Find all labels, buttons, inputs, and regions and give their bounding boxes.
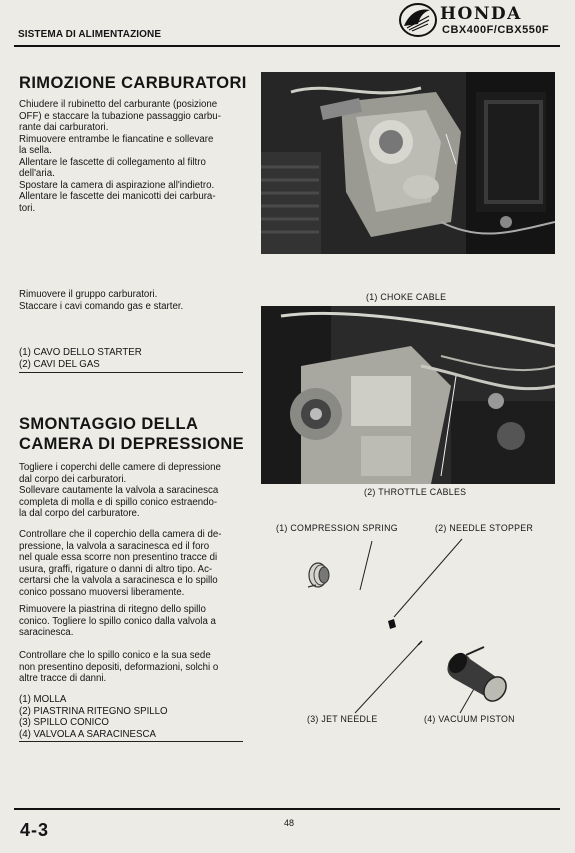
text-line: OFF) e staccare la tubazione passaggio carbu- [19, 110, 221, 122]
label-needle-stopper: (2) NEEDLE STOPPER [435, 523, 534, 533]
label-compression-spring: (1) COMPRESSION SPRING [276, 523, 398, 533]
page-number: 48 [284, 818, 295, 828]
smontaggio-para-1 [19, 462, 245, 520]
choke-cable-photo [261, 72, 555, 254]
smontaggio-para-4 [19, 650, 245, 685]
text-line: Togliere i coperchi delle camere di depressione [19, 462, 221, 473]
legend-line: (4) VALVOLA A SARACINESCA [19, 728, 156, 740]
text-line: Staccare i cavi comando gas e starter. [19, 300, 184, 312]
needle-stopper-icon [388, 619, 396, 629]
legend-line: (1) MOLLA [19, 694, 67, 705]
brand-name: HONDA [440, 4, 522, 24]
smontaggio-para-3 [19, 604, 245, 639]
rimozione-steps [19, 289, 245, 312]
text-line: non presentino depositi, deformazioni, solchi o [19, 661, 219, 673]
text-line: Allentare le fascette dei manicotti dei carbura- [19, 191, 216, 202]
model-names: CBX400F/CBX550F [442, 24, 550, 36]
rimozione-intro [19, 99, 245, 214]
photo-2-caption: (2) THROTTLE CABLES [364, 487, 467, 497]
text-line: Spostare la camera di aspirazione all'indietro. [19, 179, 215, 191]
photo-1-caption: (1) CHOKE CABLE [366, 292, 447, 302]
text-line: altre tracce di danni. [19, 673, 107, 684]
text-line: saracinesca. [19, 627, 74, 638]
text-line: nel quale essa scorre non presentino tracce di [19, 552, 218, 563]
text-line: dell'aria. [19, 168, 55, 179]
carburetor-parts-diagram [290, 535, 550, 715]
legend-line: (2) PIASTRINA RITEGNO SPILLO [19, 705, 168, 717]
section-title: SISTEMA DI ALIMENTAZIONE [18, 29, 162, 40]
text-line: Rimuovere entrambe le fiancatine e sollevare [19, 133, 214, 145]
text-line: Allentare le fascette di collegamento al filtro [19, 156, 206, 168]
text-line: Rimuovere la piastrina di ritegno dello spillo [19, 604, 206, 615]
jet-needle-icon [418, 641, 422, 645]
text-line: Controllare che lo spillo conico e la sua sede [19, 650, 211, 661]
page-id: 4-3 [20, 820, 50, 840]
compression-spring-icon [308, 563, 329, 587]
label-vacuum-piston: (4) VACUUM PISTON [424, 714, 515, 724]
header-rule [14, 45, 560, 47]
text-line: la dal corpo del carburatore. [19, 508, 140, 519]
legend-line: (1) CAVO DELLO STARTER [19, 347, 142, 358]
smontaggio-title [19, 414, 244, 454]
footer-rule [14, 808, 560, 810]
label-jet-needle: (3) JET NEEDLE [307, 714, 378, 724]
text-line: conico. Togliere lo spillo conico dalla valvola a [19, 615, 216, 627]
rimozione-legend [19, 347, 245, 370]
smontaggio-para-2 [19, 529, 245, 598]
text-line: certarsi che la valvola a saracinesca e lo spillo [19, 575, 218, 586]
vacuum-piston-icon [445, 647, 511, 705]
legend-rule [19, 372, 243, 373]
text-line: conico possano muoversi liberamente. [19, 586, 185, 598]
title-line: CAMERA DI DEPRESSIONE [19, 435, 245, 453]
text-line: completa di molla e di spillo conico estraendo- [19, 496, 218, 508]
throttle-cables-photo [261, 306, 555, 484]
text-line: usura, graffi, rigature o danni di altro tipo. Ac- [19, 563, 213, 575]
title-line: SMONTAGGIO DELLA [19, 415, 199, 433]
legend-line: (2) CAVI DEL GAS [19, 358, 100, 370]
text-line: tori. [19, 202, 36, 214]
text-line: la sella. [19, 145, 52, 156]
legend-rule [19, 741, 243, 742]
text-line: Chiudere il rubinetto del carburante (posizione [19, 99, 218, 110]
honda-wing-logo-icon [398, 2, 438, 38]
text-line: pressione, la valvola a saracinesca ed il foro [19, 540, 210, 552]
text-line: Sollevare cautamente la valvola a saracinesca [19, 485, 219, 496]
text-line: Controllare che il coperchio della camera di de- [19, 529, 222, 540]
text-line: Rimuovere il gruppo carburatori. [19, 289, 158, 300]
text-line: rante dai carburatori. [19, 122, 109, 133]
smontaggio-legend [19, 694, 245, 740]
legend-line: (3) SPILLO CONICO [19, 717, 109, 728]
rimozione-title: RIMOZIONE CARBURATORI [19, 74, 247, 92]
text-line: dal corpo dei carburatori. [19, 473, 127, 485]
